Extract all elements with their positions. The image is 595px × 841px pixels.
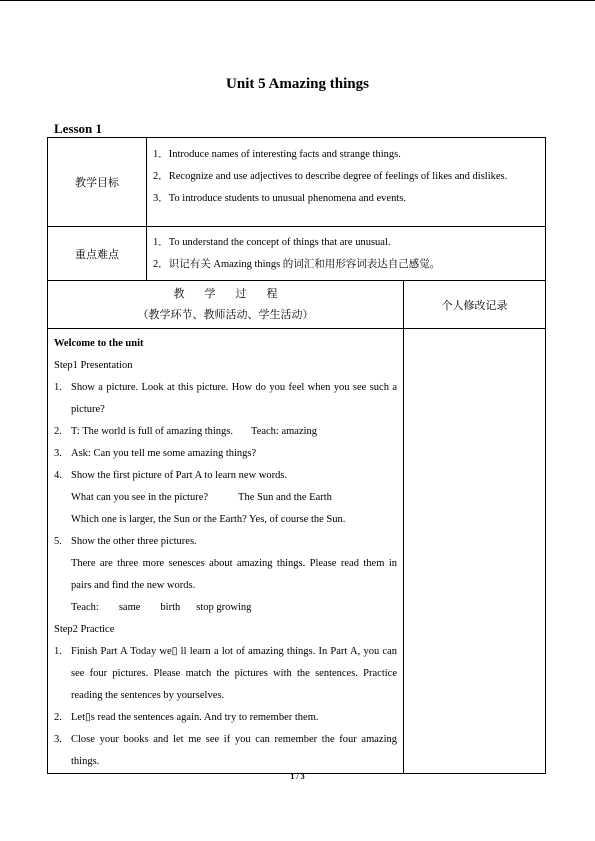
- record-header: 个人修改记录: [404, 281, 546, 329]
- objective-item: 2．Recognize and use adjectives to describe degree of feelings of likes and dislikes.: [153, 171, 508, 182]
- list-continuation: Which one is larger, the Sun or the Earth? Yes, of course the Sun.: [71, 514, 346, 525]
- objective-item: 3．To introduce students to unusual phenomena and events.: [153, 193, 406, 204]
- objective-item: 1．Introduce names of interesting facts and strange things.: [153, 149, 401, 160]
- list-item: 2. Let▯s read the sentences again. And try to remember them.: [54, 712, 319, 723]
- process-content: [48, 329, 404, 774]
- list-continuation: What can you see in the picture? The Sun and the Earth: [71, 492, 332, 503]
- keypoint-item: 2．识记有关 Amazing things 的词汇和用形容词表达自己感觉。: [153, 259, 441, 270]
- process-subtitle: （教学环节、教师活动、学生活动）: [137, 308, 314, 321]
- list-item: 5. Show the other three pictures.: [54, 536, 197, 547]
- page-number: 1 / 3: [290, 772, 305, 781]
- list-item: 3. Close your books and let me see if you can remember the four amazing things.: [54, 734, 397, 767]
- page-title: Unit 5 Amazing things: [226, 76, 369, 92]
- teach-words: Teach: same birth stop growing: [71, 602, 252, 613]
- list-continuation: There are three more senesces about amazing things. Please read them in pairs and find the new words.: [71, 558, 397, 591]
- list-item: 4. Show the first picture of Part A to learn new words.: [54, 470, 288, 481]
- record-column: [404, 329, 546, 774]
- keypoints-content: [147, 227, 546, 281]
- list-item: 3. Ask: Can you tell me some amazing things?: [54, 448, 257, 459]
- objectives-content: [147, 138, 546, 227]
- keypoint-item: 1．To understand the concept of things that are unusual.: [153, 237, 391, 248]
- list-item: 2. T: The world is full of amazing things. Teach: amazing: [54, 426, 318, 437]
- process-body-row: [48, 329, 546, 774]
- process-title: 教 学 过 程: [173, 287, 278, 300]
- objectives-label: 教学目标: [48, 138, 147, 227]
- process-header-row: [48, 281, 546, 329]
- list-item: 1. Finish Part A Today we▯ ll learn a lot of amazing things. In Part A, you can see four pictures. Please match the pictures with the sentences. Practice reading the sentences by yourselves.: [54, 646, 397, 701]
- list-item: 1. Show a picture. Look at this picture. How do you feel when you see such a picture?: [54, 382, 397, 415]
- keypoints-row: [48, 227, 546, 281]
- keypoints-label: 重点难点: [48, 227, 147, 281]
- step2-heading: Step2 Practice: [54, 624, 115, 635]
- process-header: [48, 281, 404, 329]
- section-heading: Welcome to the unit: [54, 338, 144, 349]
- objectives-row: [48, 138, 546, 227]
- lesson-plan-table: [47, 137, 546, 774]
- top-rule: [0, 0, 595, 1]
- step1-heading: Step1 Presentation: [54, 360, 133, 371]
- lesson-heading: Lesson 1: [54, 121, 103, 136]
